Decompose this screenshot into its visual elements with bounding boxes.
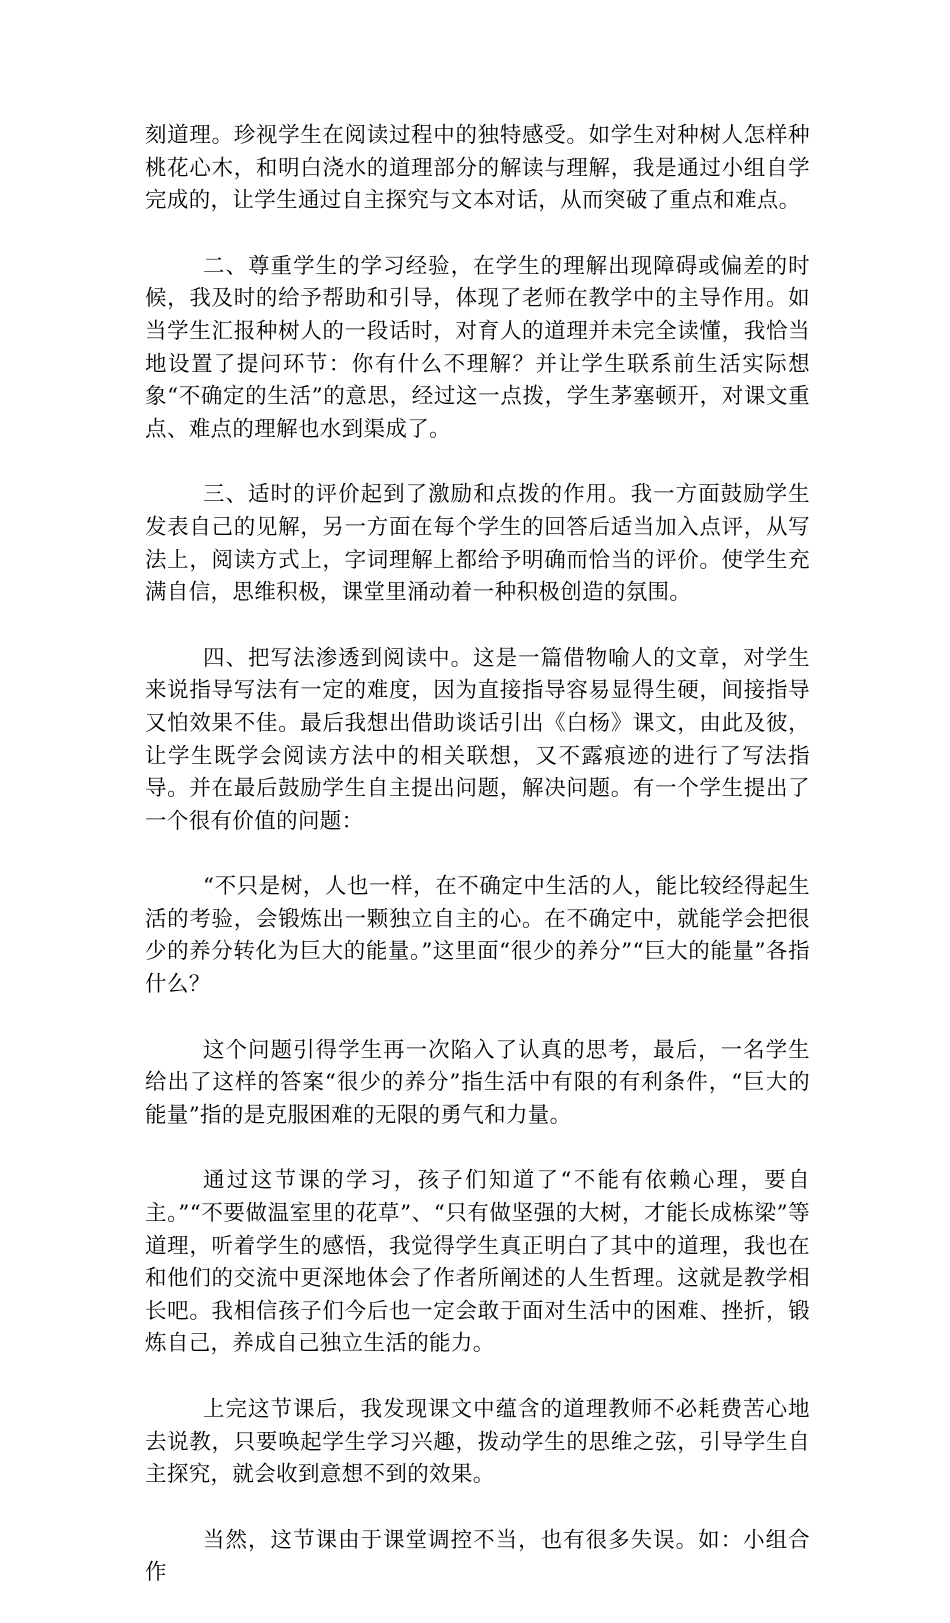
paragraph-9: 当然，这节课由于课堂调控不当，也有很多失误。如：小组合作 [145,1527,810,1586]
paragraph-6: 这个问题引得学生再一次陷入了认真的思考，最后，一名学生给出了这样的答案“很少的养分”指生活中有限的有利条件，“巨大的能量”指的是克服困难的无限的勇气和力量。 [145,1037,810,1128]
paragraph-5-quote: “不只是树，人也一样，在不确定中生活的人，能比较经得起生活的考验，会锻炼出一颗独立自主的心。在不确定中，就能学会把很少的养分转化为巨大的能量。”这里面“很少的养分”“巨大的能量”各指什么？ [145,874,810,998]
paragraph-4: 四、把写法渗透到阅读中。这是一篇借物喻人的文章，对学生来说指导写法有一定的难度，因为直接指导容易显得生硬，间接指导又怕效果不佳。最后我想出借助谈话引出《白杨》课文，由此及彼，让学生既学会阅读方法中的相关联想，又不露痕迹的进行了写法指导。并在最后鼓励学生自主提出问题，解决问题。有一个学生提出了一个很有价值的问题： [145,645,810,834]
paragraph-3: 三、适时的评价起到了激励和点拨的作用。我一方面鼓励学生发表自己的见解，另一方面在每个学生的回答后适当加入点评，从写法上，阅读方式上，字词理解上都给予明确而恰当的评价。使学生充满自信，思维积极，课堂里涌动着一种积极创造的氛围。 [145,482,810,606]
paragraph-8: 上完这节课后，我发现课文中蕴含的道理教师不必耗费苦心地去说教，只要唤起学生学习兴趣，拨动学生的思维之弦，引导学生自主探究，就会收到意想不到的效果。 [145,1397,810,1488]
paragraph-2: 二、尊重学生的学习经验，在学生的理解出现障碍或偏差的时候，我及时的给予帮助和引导，体现了老师在教学中的主导作用。如当学生汇报种树人的一段话时，对育人的道理并未完全读懂，我恰当地设置了提问环节：你有什么不理解？并让学生联系前生活实际想象“不确定的生活”的意思，经过这一点拨，学生茅塞顿开，对课文重点、难点的理解也水到渠成了。 [145,253,810,442]
document-page [145,120,810,1623]
paragraph-7: 通过这节课的学习，孩子们知道了“不能有依赖心理，要自主。”“不要做温室里的花草”、“只有做坚强的大树，才能长成栋梁”等道理，听着学生的感悟，我觉得学生真正明白了其中的道理，我也在和他们的交流中更深地体会了作者所阐述的人生哲理。这就是教学相长吧。我相信孩子们今后也一定会敢于面对生活中的困难、挫折，锻炼自己，养成自己独立生活的能力。 [145,1168,810,1357]
paragraph-1: 刻道理。珍视学生在阅读过程中的独特感受。如学生对种树人怎样种桃花心木，和明白浇水的道理部分的解读与理解，我是通过小组自学完成的，让学生通过自主探究与文本对话，从而突破了重点和难点。 [145,123,810,214]
